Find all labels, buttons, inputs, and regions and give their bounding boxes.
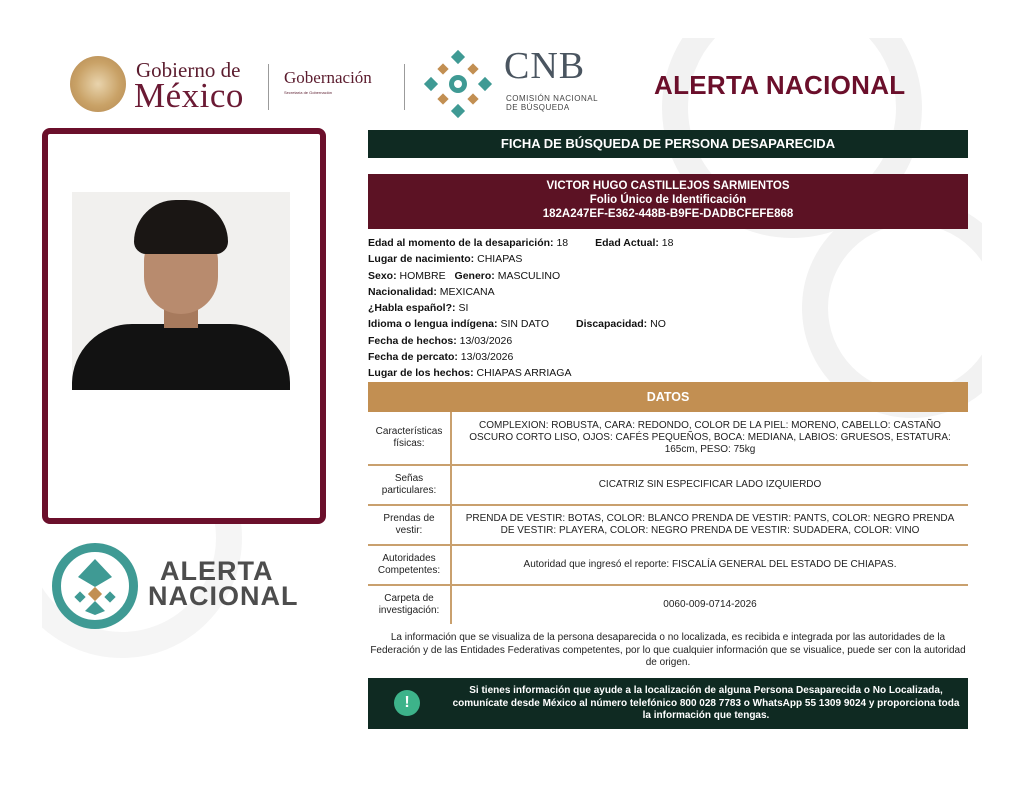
cnb-title: CNB <box>504 45 586 87</box>
info-row-nationality <box>368 284 968 300</box>
nationality-value: MEXICANA <box>439 285 495 298</box>
header-divider <box>268 64 269 110</box>
info-row-spanish <box>368 300 968 316</box>
info-row-noticed-date <box>368 349 968 365</box>
alerta-nacional-logo <box>52 543 342 633</box>
person-name-block <box>368 174 968 229</box>
info-row-age <box>368 235 968 251</box>
info-row-birthplace <box>368 251 968 267</box>
physical-traits-value: COMPLEXION: ROBUSTA, CARA: REDONDO, COLOR DE LA PIEL: MORENO, CABELLO: CASTAÑO OSCURO CORTO LISO, OJOS: CAFÉS PEQUEÑOS, BOCA: MEDIANA, LABIOS: GRUESOS, ESTATURA: 165cm, PESO: 75kg <box>469 420 951 455</box>
speaks-spanish-value: SI <box>458 302 469 315</box>
table-row <box>368 546 968 586</box>
age-at-disappearance-value: 18 <box>556 237 569 249</box>
exclamation-icon: ! <box>394 690 420 716</box>
person-name: VICTOR HUGO CASTILLEJOS SARMIENTOS <box>546 180 790 192</box>
gender-value: MASCULINO <box>497 269 561 282</box>
table-row <box>368 586 968 624</box>
person-info-list <box>368 235 968 382</box>
person-photo <box>72 192 290 390</box>
investigation-file-value: 0060-009-0714-2026 <box>663 599 757 610</box>
authorities-value: Autoridad que ingresó el reporte: FISCALÍA GENERAL DEL ESTADO DE CHIAPAS. <box>523 559 897 570</box>
table-row <box>368 412 968 466</box>
person-photo-frame <box>42 128 326 524</box>
datos-header: DATOS <box>368 382 968 412</box>
gobernacion-logo: Gobernación <box>284 68 372 87</box>
contact-banner <box>368 678 968 729</box>
event-date-value: 13/03/2026 <box>459 334 513 347</box>
physical-traits-label: Características físicas: <box>368 412 452 464</box>
sex-label: Sexo: <box>368 269 397 282</box>
ficha-title-bar: FICHA DE BÚSQUEDA DE PERSONA DESAPARECIDA <box>368 130 968 158</box>
info-row-sex <box>368 268 968 284</box>
cnb-subtitle-line-1: COMISIÓN NACIONAL <box>506 94 599 103</box>
gobierno-text: Gobierno de <box>136 58 241 82</box>
contact-text: Si tienes información que ayude a la localización de alguna Persona Desaparecida o No Localizada, comunícate desde México al número telefónico 800 028 7783 o WhatsApp 55 1309 9024 y proporciona toda la información que tengas. <box>452 685 960 721</box>
mexico-text: México <box>134 76 244 115</box>
speaks-spanish-label: ¿Habla español?: <box>368 302 456 315</box>
alerta-nacional-text <box>148 556 299 611</box>
info-row-language <box>368 316 968 332</box>
current-age-value: 18 <box>661 237 674 249</box>
header-divider <box>404 64 405 110</box>
datos-table <box>368 412 968 624</box>
search-record-sheet <box>42 38 982 733</box>
disclaimer-text: La información que se visualiza de la persona desaparecida o no localizada, es recibida e integrada por las autoridades de la Federación y de las Entidades Federativas competentes, por lo que cualquier información que se visualice, puede ser con la autoridad de origen. <box>370 632 966 668</box>
folio-label: Folio Único de Identificación <box>589 194 747 206</box>
indigenous-language-value: SIN DATO <box>500 318 550 331</box>
gobernacion-subtitle: Secretaría de Gobernación <box>284 90 333 95</box>
sex-value: HOMBRE <box>399 269 446 282</box>
national-seal-icon <box>70 56 126 112</box>
indigenous-language-label: Idioma o lengua indígena: <box>368 318 498 331</box>
info-row-event-place <box>368 365 968 381</box>
age-at-disappearance-label: Edad al momento de la desaparición: <box>368 237 554 249</box>
clothing-label: Prendas de vestir: <box>368 506 452 544</box>
gender-label: Genero: <box>454 269 495 282</box>
table-row <box>368 506 968 546</box>
authorities-label: Autoridades Competentes: <box>368 546 452 584</box>
info-row-event-date <box>368 333 968 349</box>
alerta-text-line-1: ALERTA <box>160 556 274 586</box>
event-date-label: Fecha de hechos: <box>368 334 457 347</box>
disability-label: Discapacidad: <box>575 318 648 331</box>
cnb-emblem-icon <box>422 48 494 120</box>
table-row <box>368 466 968 506</box>
birthplace-value: CHIAPAS <box>477 253 523 266</box>
event-place-value: CHIAPAS ARRIAGA <box>476 367 572 380</box>
folio-number: 182A247EF-E362-448B-B9FE-DADBCFEFE868 <box>542 208 794 220</box>
disability-value: NO <box>650 318 666 331</box>
alerta-nacional-title: ALERTA NACIONAL <box>654 70 906 100</box>
noticed-date-value: 13/03/2026 <box>460 351 514 364</box>
cnb-subtitle <box>506 94 598 112</box>
cnb-subtitle-line-2: DE BÚSQUEDA <box>506 103 570 112</box>
birthplace-label: Lugar de nacimiento: <box>368 253 475 266</box>
event-place-label: Lugar de los hechos: <box>368 367 474 380</box>
particular-marks-label: Señas particulares: <box>368 466 452 504</box>
alerta-text-line-2: NACIONAL <box>148 581 299 611</box>
nationality-label: Nacionalidad: <box>368 285 437 298</box>
clothing-value: PRENDA DE VESTIR: BOTAS, COLOR: BLANCO PRENDA DE VESTIR: PANTS, COLOR: NEGRO PRENDA DE VESTIR: PLAYERA, COLOR: NEGRO PRENDA DE VESTIR: SUDADERA, COLOR: VINO <box>465 513 955 536</box>
alerta-figure-icon <box>72 557 118 615</box>
investigation-file-label: Carpeta de investigación: <box>368 586 452 624</box>
particular-marks-value: CICATRIZ SIN ESPECIFICAR LADO IZQUIERDO <box>598 479 822 490</box>
current-age-label: Edad Actual: <box>595 237 659 249</box>
noticed-date-label: Fecha de percato: <box>368 351 458 364</box>
